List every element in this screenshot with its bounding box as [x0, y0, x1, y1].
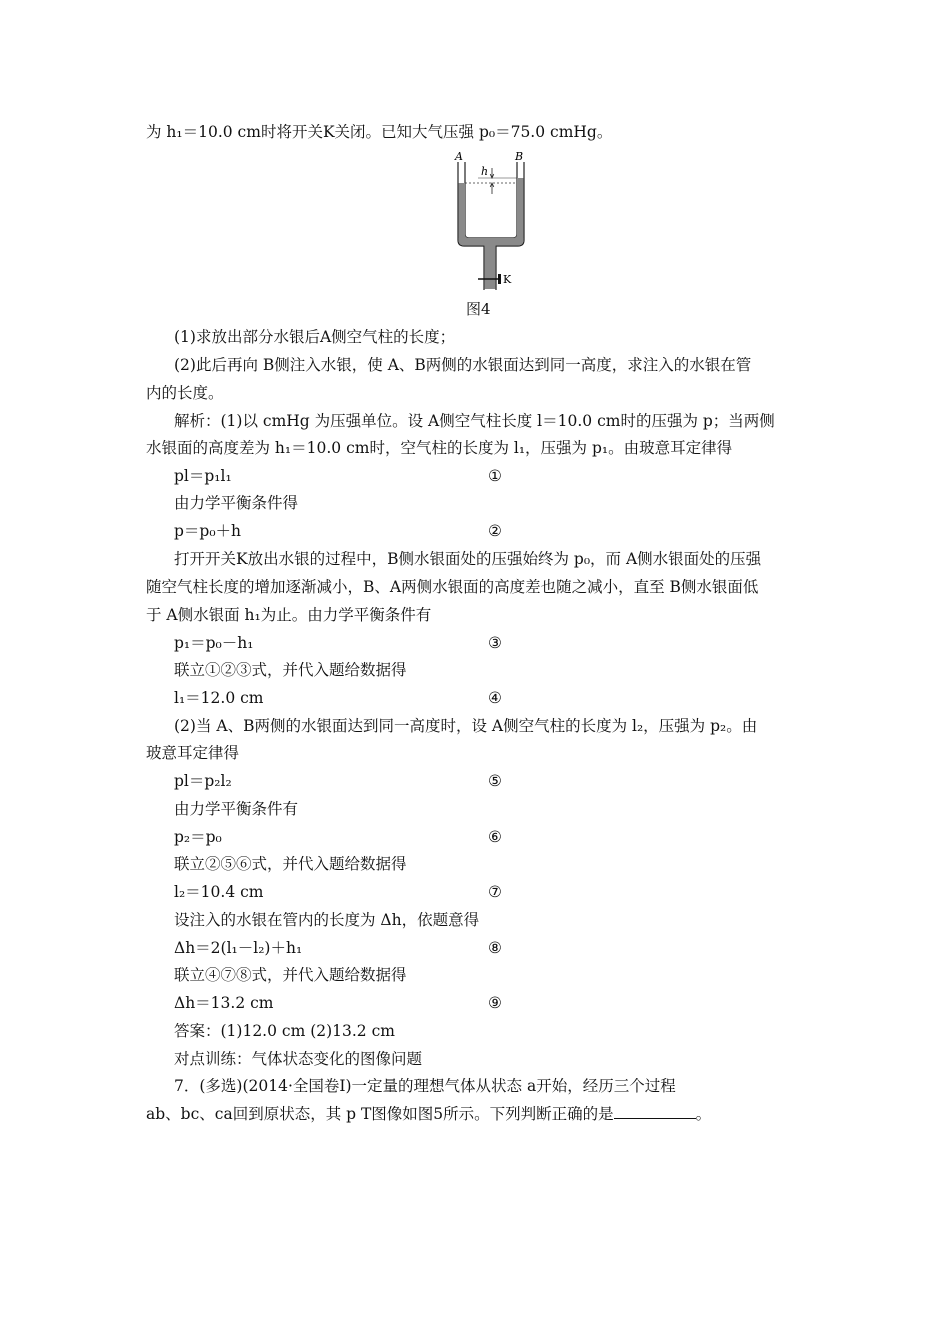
figure-caption: 图4: [466, 300, 491, 318]
equation-marker-5: ⑤: [488, 772, 502, 790]
figure-label-a: A: [455, 150, 463, 163]
solution-line: 解析：(1)以 cmHg 为压强单位。设 A侧空气柱长度 l＝10.0 cm时的压强为 p；当两侧: [174, 412, 775, 430]
u-tube-figure: [448, 150, 538, 295]
equation-marker-6: ⑥: [488, 828, 502, 846]
answer-line: 答案：(1)12.0 cm (2)13.2 cm: [174, 1022, 395, 1040]
mercury: [459, 178, 524, 289]
mercury-right-column: [517, 178, 523, 238]
problem-text-line: 为 h₁＝10.0 cm时将开关K关闭。已知大气压强 p₀＝75.0 cmHg。: [146, 123, 613, 141]
solution-line: 联立④⑦⑧式，并代入题给数据得: [174, 966, 407, 984]
valve-k-handle: [498, 274, 501, 284]
figure-label-k: K: [503, 273, 512, 286]
equation-marker-2: ②: [488, 522, 502, 540]
question-2-line-1: (2)此后再向 B侧注入水银，使 A、B两侧的水银面达到同一高度，求注入的水银在管: [174, 356, 752, 374]
question-7-text: ab、bc、ca回到原状态，其 p T图像如图5所示。下列判断正确的是: [146, 1105, 614, 1123]
solution-line: 联立①②③式，并代入题给数据得: [174, 661, 407, 679]
solution-line: 设注入的水银在管内的长度为 Δh，依题意得: [174, 911, 480, 929]
solution-line: 打开开关K放出水银的过程中，B侧水银面处的压强始终为 p₀，而 A侧水银面处的压强: [174, 550, 762, 568]
answer-blank[interactable]: [614, 1104, 696, 1119]
equation-3: p₁＝p₀－h₁: [174, 634, 254, 652]
equation-6: p₂＝p₀: [174, 828, 222, 846]
solution-line: 随空气柱长度的增加逐渐减小，B、A两侧水银面的高度差也随之减小，直至 B侧水银面低: [146, 578, 759, 596]
equation-8: Δh＝2(l₁－l₂)＋h₁: [174, 939, 303, 957]
mercury-left-column: [459, 183, 465, 238]
solution-line: (2)当 A、B两侧的水银面达到同一高度时，设 A侧空气柱的长度为 l₂，压强为 p₂。由: [174, 717, 758, 735]
equation-1: pl＝p₁l₁: [174, 467, 232, 485]
equation-5: pl＝p₂l₂: [174, 772, 232, 790]
equation-marker-3: ③: [488, 634, 502, 652]
figure-label-b: B: [515, 150, 524, 163]
solution-line: 联立②⑤⑥式，并代入题给数据得: [174, 855, 407, 873]
equation-9: Δh＝13.2 cm: [174, 994, 274, 1012]
equation-2: p＝p₀＋h: [174, 522, 242, 540]
solution-line: 由力学平衡条件得: [174, 494, 299, 512]
question-7-line-1: 7．(多选)(2014·全国卷Ⅰ)一定量的理想气体从状态 a开始，经历三个过程: [174, 1077, 676, 1095]
equation-4: l₁＝12.0 cm: [174, 689, 264, 707]
figure-label-h: h: [481, 165, 489, 178]
solution-line: 于 A侧水银面 h₁为止。由力学平衡条件有: [146, 606, 432, 624]
section-heading: 对点训练：气体状态变化的图像问题: [174, 1050, 423, 1068]
equation-marker-4: ④: [488, 689, 502, 707]
equation-marker-7: ⑦: [488, 883, 502, 901]
solution-line: 玻意耳定律得: [146, 744, 240, 762]
tube-inner-wall: [465, 162, 517, 238]
question-1: (1)求放出部分水银后A侧空气柱的长度；: [174, 328, 456, 346]
equation-marker-1: ①: [488, 467, 502, 485]
solution-line: 水银面的高度差为 h₁＝10.0 cm时，空气柱的长度为 l₁，压强为 p₁。由玻意耳定律得: [146, 439, 733, 457]
question-7-line-2: [146, 1103, 711, 1125]
equation-7: l₂＝10.4 cm: [174, 883, 264, 901]
equation-marker-8: ⑧: [488, 939, 502, 957]
question-7-end: 。: [695, 1105, 712, 1123]
equation-marker-9: ⑨: [488, 994, 502, 1012]
solution-line: 由力学平衡条件有: [174, 800, 299, 818]
question-2-line-2: 内的长度。: [146, 384, 224, 402]
